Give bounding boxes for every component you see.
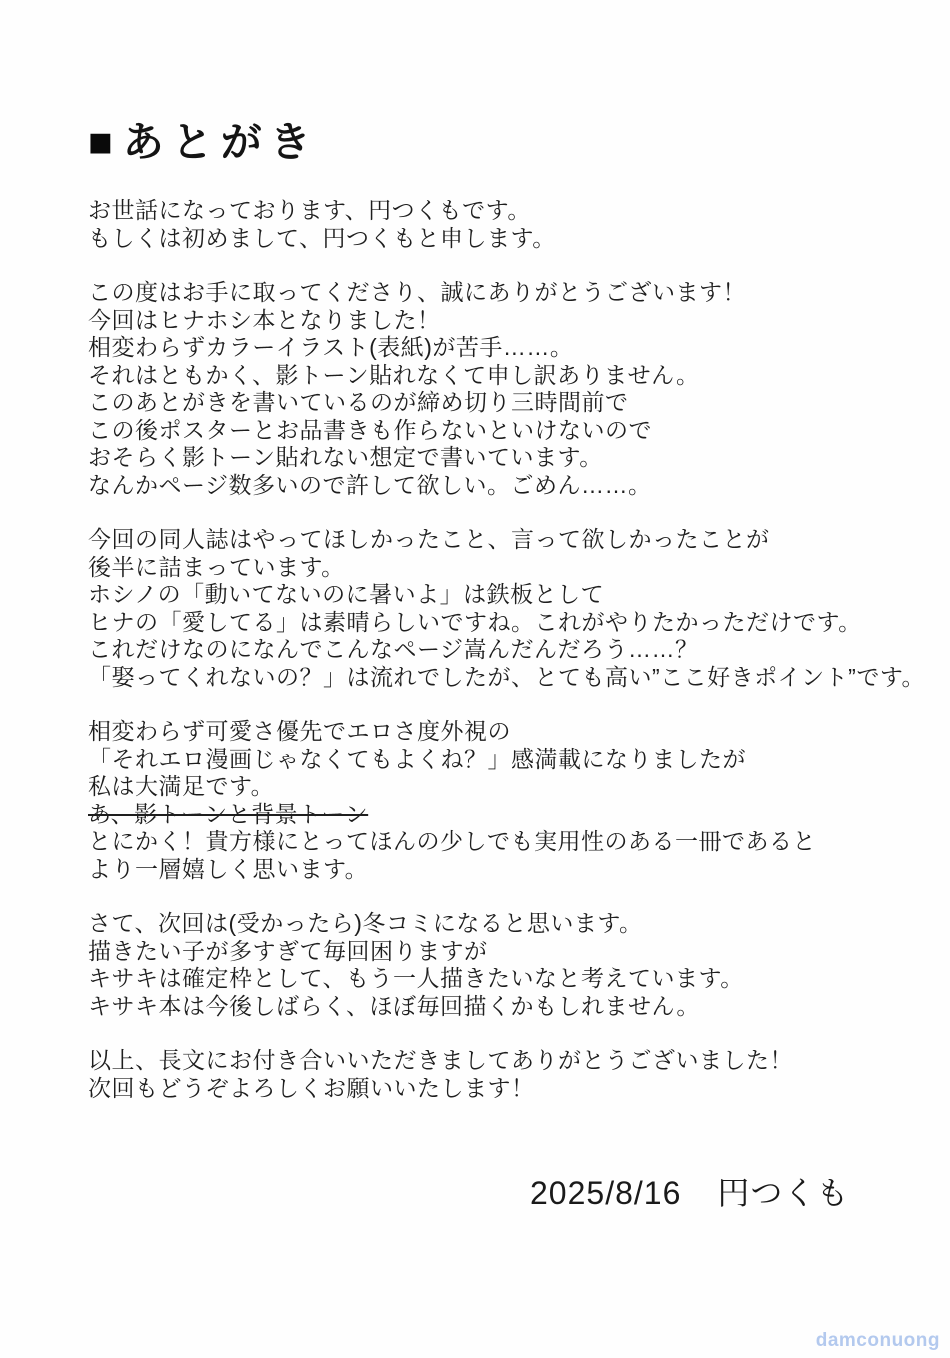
text-line-struck: あ、影トーンと背景トーン bbox=[88, 800, 369, 827]
watermark: damconuong bbox=[815, 1330, 940, 1351]
paragraph bbox=[88, 1047, 910, 1102]
text-line: 後半に詰まっています。 bbox=[88, 553, 345, 580]
page-content bbox=[88, 119, 925, 1102]
text-line: 「それエロ漫画じゃなくてもよくね？」感満載になりましたが bbox=[88, 745, 746, 772]
text-line: 以上、長文にお付き合いいただきましてありがとうございました！ bbox=[88, 1047, 793, 1074]
text-line: より一層嬉しく思います。 bbox=[88, 855, 369, 882]
paragraph bbox=[88, 279, 910, 499]
text-line: ヒナの「愛してる」は素晴らしいですね。これがやりたかっただけです。 bbox=[88, 608, 862, 635]
paragraph bbox=[88, 910, 910, 1020]
black-square-marker-icon: ■ bbox=[88, 119, 121, 166]
page-title-text: あとがき bbox=[122, 119, 319, 165]
text-line: 相変わらずカラーイラスト(表紙)が苦手……。 bbox=[88, 334, 574, 361]
text-line: 次回もどうぞよろしくお願いいたします！ bbox=[88, 1074, 535, 1101]
paragraph bbox=[88, 526, 925, 691]
signature-author-name: 円つくも bbox=[717, 1175, 850, 1211]
text-line: なんかページ数多いので許して欲しい。ごめん……。 bbox=[88, 471, 652, 498]
paragraph bbox=[88, 197, 910, 252]
text-line: これだけなのになんでこんなページ嵩んだんだろう……？ bbox=[88, 636, 699, 663]
text-line: ホシノの「動いてないのに暑いよ」は鉄板として bbox=[88, 581, 605, 608]
text-line: この度はお手に取ってくださり、誠にありがとうございます！ bbox=[88, 279, 746, 306]
text-line: とにかく！貴方様にとってほんの少しでも実用性のある一冊であると bbox=[88, 828, 817, 855]
afterword-body-text bbox=[88, 197, 925, 1102]
signature-line bbox=[530, 1168, 849, 1214]
text-line: キサキ本は今後しばらく、ほぼ毎回描くかもしれません。 bbox=[88, 992, 700, 1019]
text-line: お世話になっております、円つくもです。 bbox=[88, 197, 531, 224]
paragraph bbox=[88, 718, 910, 883]
text-line: 描きたい子が多すぎて毎回困りますが bbox=[88, 937, 488, 964]
text-line: この後ポスターとお品書きも作らないといけないので bbox=[88, 416, 652, 443]
text-line: もしくは初めまして、円つくもと申します。 bbox=[88, 224, 556, 251]
text-line: 今回はヒナホシ本となりました！ bbox=[88, 306, 441, 333]
text-line: このあとがきを書いているのが締め切り三時間前で bbox=[88, 389, 629, 416]
signature-date: 2025/8/16 bbox=[530, 1175, 682, 1211]
page-title bbox=[88, 120, 910, 165]
text-line: キサキは確定枠として、もう一人描きたいなと考えています。 bbox=[88, 965, 744, 992]
text-line: おそらく影トーン貼れない想定で書いています。 bbox=[88, 444, 603, 471]
text-line: 私は大満足です。 bbox=[88, 773, 275, 800]
text-line: さて、次回は(受かったら)冬コミになると思います。 bbox=[88, 910, 643, 937]
text-line: 相変わらず可愛さ優先でエロさ度外視の bbox=[88, 718, 511, 745]
text-line: それはともかく、影トーン貼れなくて申し訳ありません。 bbox=[88, 361, 700, 388]
text-line: 今回の同人誌はやってほしかったこと、言って欲しかったことが bbox=[88, 526, 770, 553]
text-line: 「娶ってくれないの？」は流れでしたが、とても高い”ここ好きポイント”です。 bbox=[88, 663, 925, 690]
